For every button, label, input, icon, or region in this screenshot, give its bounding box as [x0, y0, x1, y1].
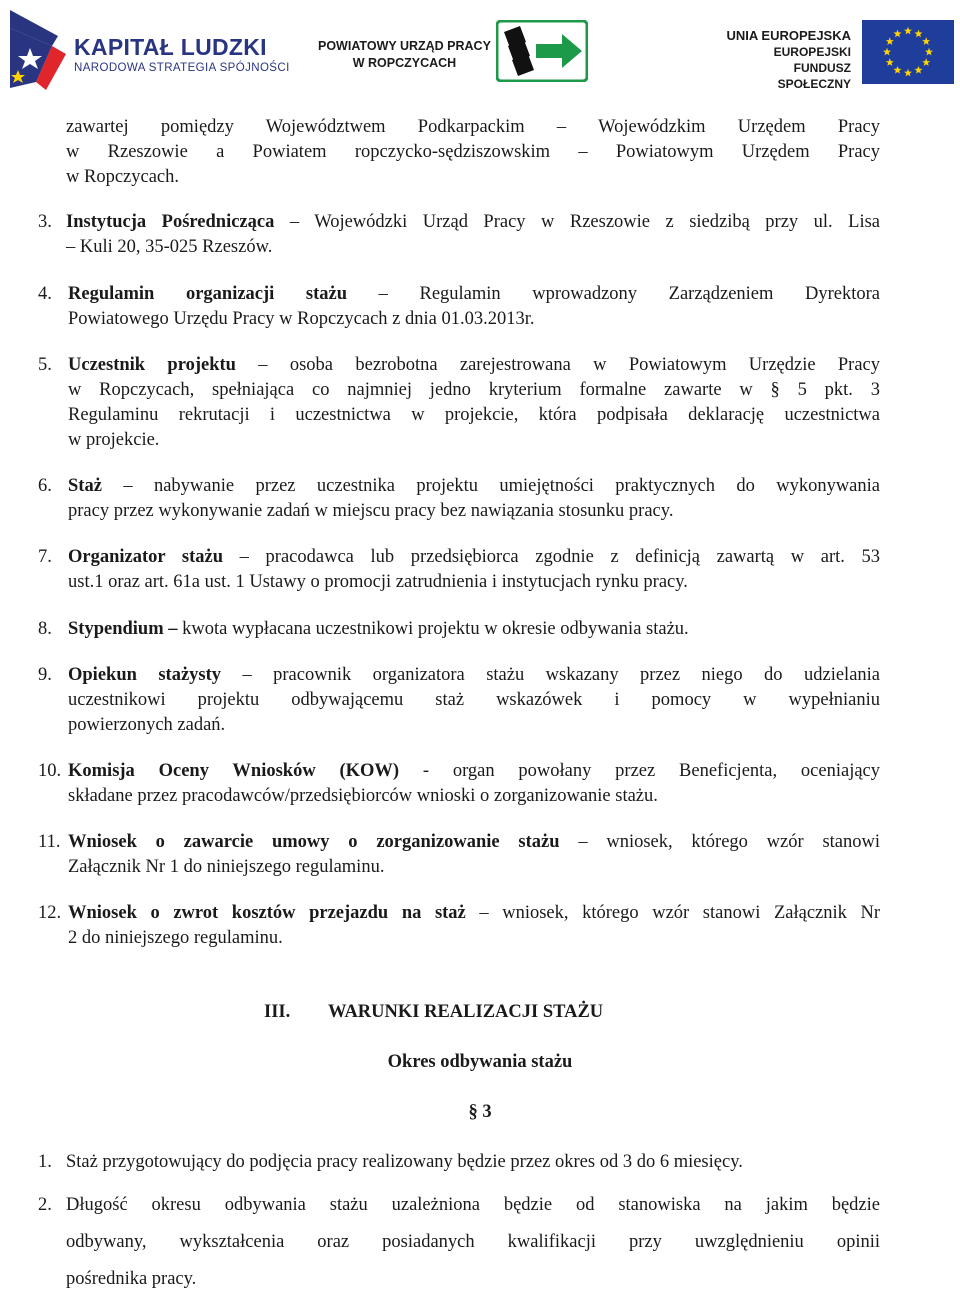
- definition-number: 10.: [38, 761, 62, 781]
- definition-number: 6.: [38, 476, 52, 496]
- definition-text: – nabywanie przez uczestnika projektu umiejętności praktycznych do wykonywania: [123, 476, 880, 496]
- pup-name: [318, 38, 491, 72]
- paragraph-symbol: § 3: [468, 1102, 492, 1122]
- definition-text: w projekcie.: [68, 430, 160, 450]
- definition-text: – wniosek, którego wzór stanowi: [578, 832, 880, 852]
- definition-number: 9.: [38, 665, 52, 685]
- definition-text: – pracodawca lub przedsiębiorca zgodnie z definicją zawartą w art. 53: [239, 547, 881, 567]
- definition-text: kwota wypłacana uczestnikowi projektu w okresie odbywania stażu.: [182, 619, 689, 639]
- rule-text: pośrednika pracy.: [66, 1269, 197, 1289]
- definition-item: [68, 830, 880, 880]
- definition-text: w Ropczycach, spełniająca co najmniej jedno kryterium formalne zawarte w § 5 pkt. 3: [68, 380, 880, 400]
- rule-item: [66, 1187, 880, 1298]
- definition-text: – Kuli 20, 35-025 Rzeszów.: [66, 237, 273, 257]
- eu-line-2: EUROPEJSKI: [773, 45, 851, 59]
- rule-text: Staż przygotowujący do podjęcia pracy realizowany będzie przez okres od 3 do 6 miesięcy.: [66, 1152, 743, 1172]
- definition-text: składane przez pracodawców/przedsiębiorców wnioski o zorganizowanie stażu.: [68, 786, 658, 806]
- definition-text: - organ powołany przez Beneficjenta, oceniający: [422, 761, 881, 781]
- definition-text: – wniosek, którego wzór stanowi Załącznik Nr: [479, 903, 881, 923]
- definition-text: Regulaminu rekrutacji i uczestnictwa w projekcie, która podpisała deklarację uczestnictwa: [68, 405, 880, 425]
- pup-line-1: POWIATOWY URZĄD PRACY: [318, 39, 491, 53]
- definition-number: 11.: [38, 832, 61, 852]
- definition-number: 3.: [38, 212, 52, 232]
- definition-term: Komisja Oceny Wniosków (KOW): [68, 761, 400, 781]
- rule-number: 1.: [38, 1152, 52, 1172]
- definition-number: 4.: [38, 284, 52, 304]
- page-header: [0, 0, 960, 100]
- definition-term: Opiekun stażysty: [68, 665, 222, 685]
- definition-term: Regulamin organizacji stażu: [68, 284, 348, 304]
- intro-line: w Rzeszowie a Powiatem ropczycko-sędziszowskim – Powiatowym Urzędem Pracy: [66, 142, 880, 162]
- definition-item: [68, 282, 880, 332]
- definition-text: Załącznik Nr 1 do niniejszego regulaminu.: [68, 857, 385, 877]
- kapital-ludzki-emblem-icon: [6, 8, 68, 94]
- definition-term: Wniosek o zwrot kosztów przejazdu na staż: [68, 903, 466, 923]
- kapital-ludzki-title: KAPITAŁ LUDZKI: [74, 34, 267, 60]
- eu-line-3: FUNDUSZ SPOŁECZNY: [777, 61, 851, 91]
- kapital-ludzki-subtitle: NARODOWA STRATEGIA SPÓJNOŚCI: [74, 62, 290, 74]
- definition-text: uczestnikowi projektu odbywającemu staż wskazówek i pomocy w wypełnianiu: [68, 690, 880, 710]
- definition-term: Stypendium –: [68, 619, 178, 639]
- definition-item: [68, 901, 880, 951]
- definition-item: [68, 545, 880, 595]
- definition-item: [68, 759, 880, 809]
- definition-text: ust.1 oraz art. 61a ust. 1 Ustawy o promocji zatrudnienia i instytucjach rynku pracy.: [68, 572, 688, 592]
- pup-logo-icon: [496, 20, 588, 82]
- definition-number: 5.: [38, 355, 52, 375]
- definition-term: Staż: [68, 476, 102, 496]
- rule-text: odbywany, wykształcenia oraz posiadanych kwalifikacji przy uwzględnieniu opinii: [66, 1232, 880, 1252]
- rule-text: Długość okresu odbywania stażu uzależniona będzie od stanowiska na jakim będzie: [66, 1195, 880, 1215]
- definition-item: [68, 663, 880, 738]
- definition-text: – osoba bezrobotna zarejestrowana w Powiatowym Urzędzie Pracy: [258, 355, 881, 375]
- definition-item: [68, 353, 880, 453]
- section-roman-numeral: III.: [264, 1002, 291, 1022]
- definition-term: Organizator stażu: [68, 547, 224, 567]
- definition-item: [68, 474, 880, 524]
- eu-flag-icon: [862, 20, 954, 84]
- definition-text: pracy przez wykonywanie zadań w miejscu pracy bez nawiązania stosunku pracy.: [68, 501, 674, 521]
- definition-term: Wniosek o zawarcie umowy o zorganizowanie stażu: [68, 832, 560, 852]
- definition-text: – Wojewódzki Urząd Pracy w Rzeszowie z siedzibą przy ul. Lisa: [289, 212, 880, 232]
- rule-number: 2.: [38, 1195, 52, 1215]
- definition-number: 12.: [38, 903, 62, 923]
- intro-paragraph: [66, 115, 880, 190]
- definition-text: – pracownik organizatora stażu wskazany przez niego do udzielania: [242, 665, 880, 685]
- kapital-ludzki-logo: [6, 8, 290, 94]
- definition-text: 2 do niniejszego regulaminu.: [68, 928, 283, 948]
- section-subtitle: Okres odbywania stażu: [387, 1052, 573, 1072]
- intro-line: w Ropczycach.: [66, 167, 180, 187]
- definition-number: 7.: [38, 547, 52, 567]
- definition-term: Uczestnik projektu: [68, 355, 236, 375]
- definition-item: [68, 617, 880, 642]
- definition-text: Powiatowego Urzędu Pracy w Ropczycach z dnia 01.03.2013r.: [68, 309, 535, 329]
- section-title: WARUNKI REALIZACJI STAŻU: [328, 1002, 604, 1022]
- definition-term: Instytucja Pośrednicząca: [66, 212, 275, 232]
- rule-item: [66, 1150, 880, 1175]
- definition-text: – Regulamin wprowadzony Zarządzeniem Dyrektora: [378, 284, 881, 304]
- intro-line: zawartej pomiędzy Województwem Podkarpackim – Wojewódzkim Urzędem Pracy: [66, 117, 880, 137]
- definition-text: powierzonych zadań.: [68, 715, 226, 735]
- definition-number: 8.: [38, 619, 52, 639]
- pup-line-2: W ROPCZYCACH: [352, 56, 457, 70]
- definition-item: [66, 210, 880, 260]
- eu-line-1: UNIA EUROPEJSKA: [726, 28, 851, 43]
- eu-name: [718, 28, 851, 92]
